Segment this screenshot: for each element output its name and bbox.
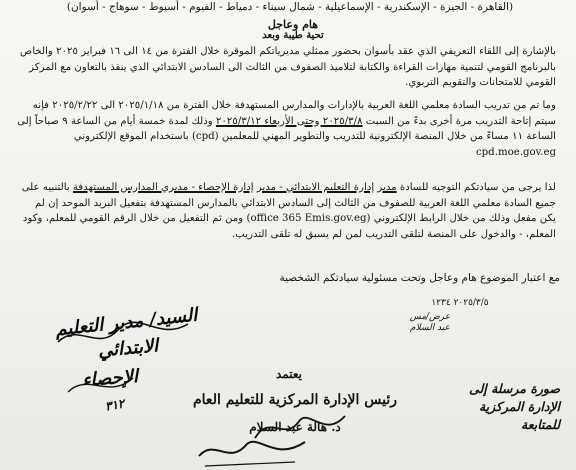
paragraph-1: بالإشارة إلى اللقاء التعريفي الذي عقد بأسوان بحضور ممثلي مديرياتكم الموقرة خلال الفترة من ١٤ الى ١٦ فبراير ٢٠٢٥ والخاص بالبرنامج القومي لتنمية مهارات القراءة والكتابة لتلاميذ الصفوف من الثالث الى السادس الابتدائي الذي ينفذ بالتعاون مع المركز القومي للامتحانات والتقويم التربوي. (20, 46, 556, 88)
initials-line-1: عرض/مس (409, 312, 451, 322)
recipients-underlined: مدير إدارة التعليم الابتدائي - مدير إدارة الإحصاء - مديري المدارس المستهدفة (72, 182, 397, 193)
governorates-header: (القاهرة - الجيزة - الإسكندرية - الإسماعيلية - شمال سيناء - دمياط - الفيوم - أسيوط - سوهاج - أسوان) (66, 1, 514, 13)
approver-title: رئيس الإدارة المركزية للتعليم العام (193, 392, 397, 408)
paragraph-2-part-a: وما تم من تدريب السادة معلمي اللغة العربية بالإدارات والمدارس المستهدفة خلال الفترة من ٢٠٢٥/١/١٨ الى ٢٠٢٥/٢/٢٢ فإنه سيتم إتاحة التدريب مرة أخرى بدءً من السبت (32, 100, 556, 127)
urgent-heading: هام وعاجل (267, 18, 319, 31)
training-dates: ٢٠٢٥/٣/٨ وحتى الأربعاء ٢٠٢٥/٣/١٢ (215, 115, 363, 127)
paragraph-3-part-a: لذا يرجى من سيادتكم التوجيه للسادة (396, 182, 556, 193)
bottom-stamp-scribble (195, 436, 315, 470)
approval-label: يعتمد (276, 367, 302, 381)
paragraph-2 (16, 98, 556, 160)
handwritten-number: ٣١٢ (103, 396, 126, 414)
handwritten-strokes (38, 312, 198, 422)
copy-note-line-2: الإدارة المركزية (478, 399, 560, 414)
paragraph-2-part-c: وذلك لمدة خمسة أيام من الساعة ٩ صباحاً إلى الساعة ١١ مساءً من خلال المنصة الإلكترونية للتدريب والتطوير المهني للمعلمين (cpd) باستخدام الموقع الإلكتروني cpd.moe.gov.eg (17, 115, 556, 158)
handwritten-line-2: الابتدائي (97, 335, 159, 362)
reference-number: ٢٠٢٥/٣/٥ ١٢٣٤ (431, 298, 489, 308)
paragraph-3 (16, 180, 556, 242)
approver-name: د. هالة عبد السلام (249, 420, 341, 434)
copy-note-line-3: للمتابعة (521, 417, 560, 432)
handwritten-note (38, 304, 199, 422)
handwritten-line-1: السيد/ مدير التعليم (54, 304, 199, 341)
closing-line: مع اعتبار الموضوع هام وعاجل وتحت مسئولية سيادتكم الشخصية (279, 272, 560, 284)
copy-note (425, 380, 560, 434)
initials-line-2: عبد السلام (410, 323, 450, 333)
paragraph-3-part-c: بالتنبيه على جميع السادة معلمي اللغة العربية للصفوف من الثالث إلى السادس الابتدائي بالمدارس المستهدفة بتفعيل البريد الموحد إن لم يكن مفعل وذلك من خلال الرابط الإلكتروني (office 365 Emis.gov.eg) ومن ثم التفعيل من خلال الرقم القومي للمعلم، وكود المعلم، - والدخول على المنصة لتلقى التدريب لمن لم يسبق له تلقى التدريب. (21, 182, 556, 240)
copy-note-line-1: صورة مرسلة إلى (469, 381, 560, 396)
greeting-line: تحية طيبة وبعد (262, 30, 324, 41)
initials-signature (400, 312, 460, 334)
handwritten-line-3: الإحصاء (81, 366, 139, 391)
